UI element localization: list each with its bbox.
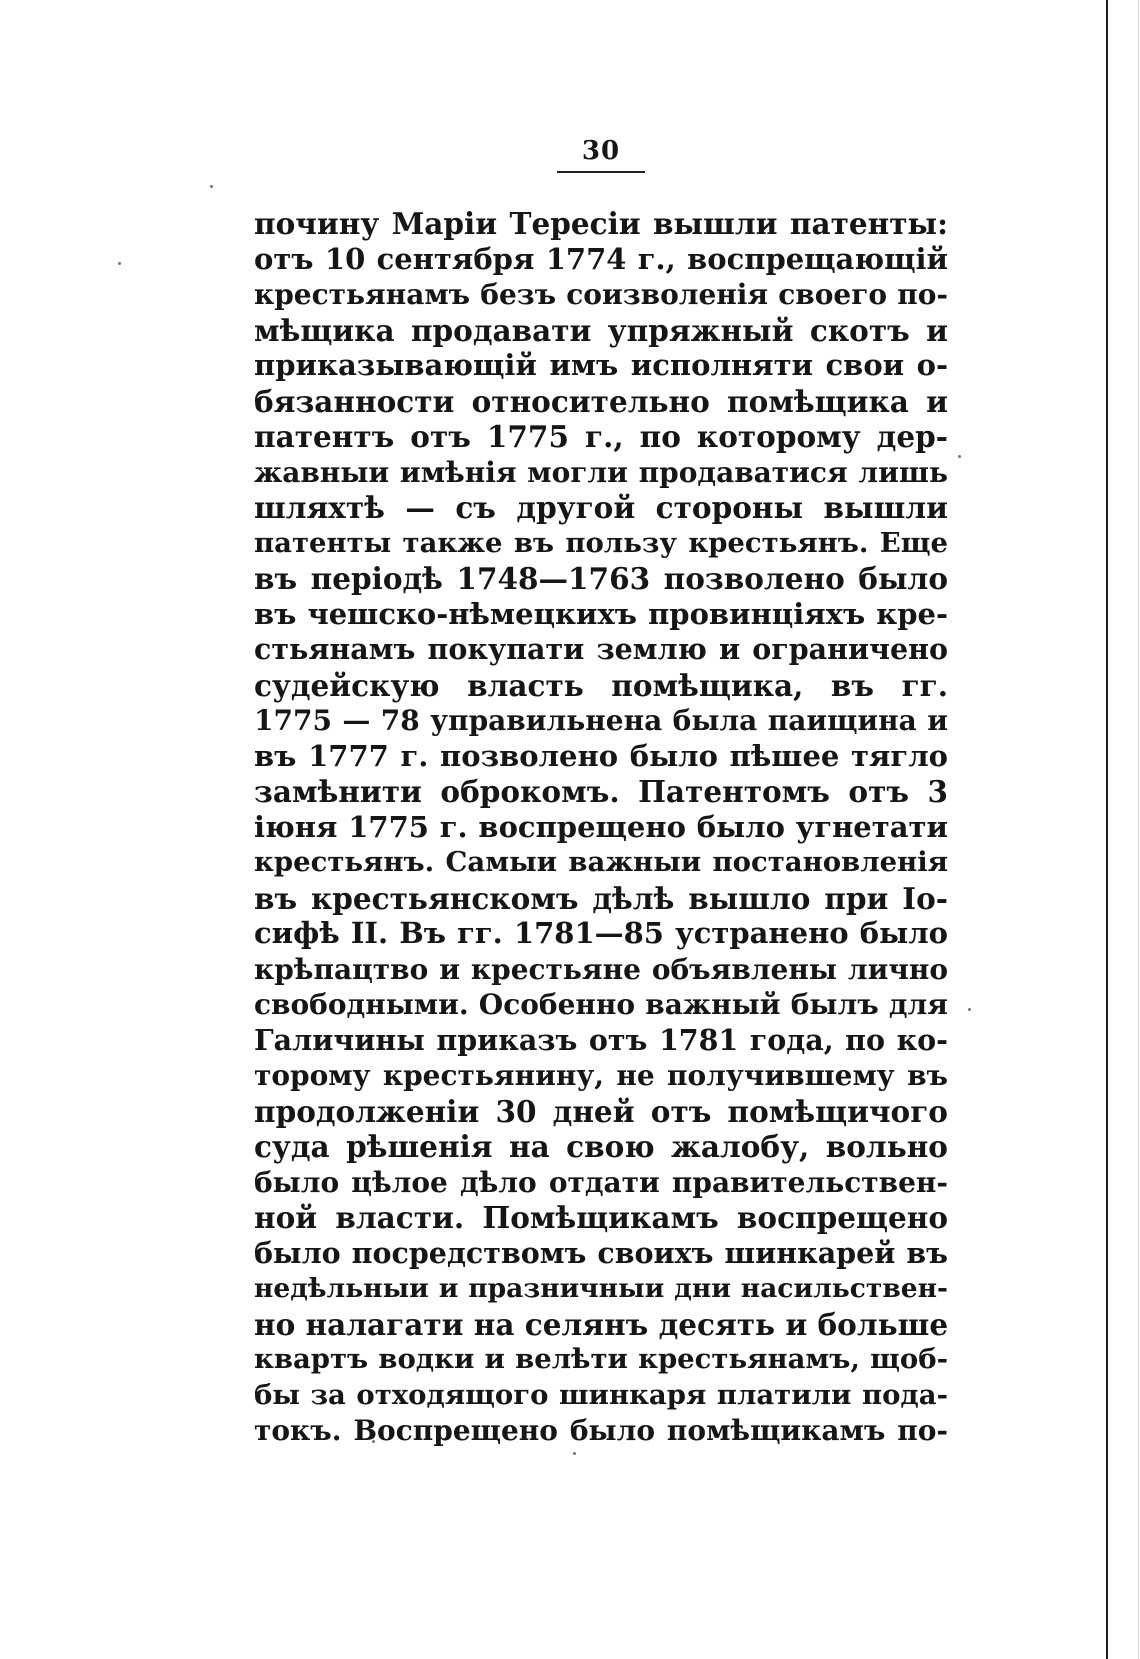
scan-speck (968, 1008, 971, 1011)
page-number-underline (557, 171, 645, 173)
text-line: крестьянамъ безъ соизволенія своего по- (254, 278, 948, 311)
text-line: 1775 — 78 управильнена была паищина и (254, 704, 948, 737)
text-line: крѣпацтво и крестьяне объявлены лично (254, 952, 948, 986)
text-line: крестьянъ. Самыи важныи постановленія (254, 846, 948, 878)
text-line: почину Маріи Тересіи вышли патенты: (254, 206, 948, 241)
body-text (254, 206, 948, 1449)
text-line: мѣщика продавати упряжный скотъ и (254, 312, 948, 348)
page-number: 30 (581, 136, 621, 166)
text-line: шляхтѣ — съ другой стороны вышли (254, 490, 948, 525)
text-line: было цѣлое дѣло отдати правительствен- (254, 1165, 948, 1199)
text-line: токъ. Воспрещено было помѣщикамъ по- (254, 1414, 948, 1447)
text-line: патенты также въ пользу крестьянъ. Еще (254, 526, 948, 559)
text-line: въ періодѣ 1748—1763 позволено было (254, 561, 948, 596)
text-line: бязанности относительно помѣщика и (254, 383, 948, 419)
text-line: суда рѣшенія на свою жалобу, вольно (254, 1129, 948, 1164)
text-line: въ 1777 г. позволено было пѣшее тягло (254, 738, 948, 773)
text-line: въ крестьянскомъ дѣлѣ вышло при Іо- (254, 880, 948, 916)
text-line: торому крестьянину, не получившему въ (254, 1059, 948, 1092)
text-line: судейскую власть помѣщика, въ гг. (254, 667, 948, 703)
text-line: квартъ водки и велѣти крестьянамъ, щоб- (254, 1343, 948, 1375)
text-line: Галичины приказъ отъ 1781 года, по ко- (254, 1022, 948, 1057)
text-line: въ чешско-нѣмецкихъ провинціяхъ кре- (254, 596, 948, 631)
text-line: стьянамъ покупати землю и ограничено (254, 632, 948, 666)
text-line: но налагати на селянъ десять и больше (254, 1306, 948, 1342)
scan-speck (210, 185, 213, 188)
text-line: было посредствомъ своихъ шинкарей въ (254, 1235, 948, 1270)
text-line: ной власти. Помѣщикамъ воспрещено (254, 1200, 948, 1235)
scan-speck (958, 455, 961, 458)
scan-outer-edge (1138, 0, 1139, 1659)
text-line: іюня 1775 г. воспрещено было угнетати (254, 809, 948, 844)
text-line: недѣльныи и празничныи дни насильствен- (254, 1273, 948, 1304)
text-line: бы за отходящого шинкаря платили пода- (254, 1378, 948, 1411)
scan-speck (573, 1452, 576, 1455)
scan-speck (118, 262, 121, 265)
text-line: патентъ отъ 1775 г., по которому дер- (254, 419, 948, 454)
text-line: отъ 10 сентября 1774 г., воспрещающій (254, 241, 948, 276)
scan-page-edge (1106, 0, 1108, 1659)
text-line: сифѣ II. Въ гг. 1781—85 устранено было (254, 916, 948, 950)
text-line: свободными. Особенно важный былъ для (254, 988, 948, 1021)
text-line: продолженіи 30 дней отъ помѣщичого (254, 1093, 948, 1129)
text-line: приказывающій имъ исполняти свои о- (254, 348, 948, 382)
text-line: замѣнити оброкомъ. Патентомъ отъ 3 (254, 774, 948, 809)
text-line: жавныи имѣнія могли продаватися лишь (254, 455, 948, 489)
